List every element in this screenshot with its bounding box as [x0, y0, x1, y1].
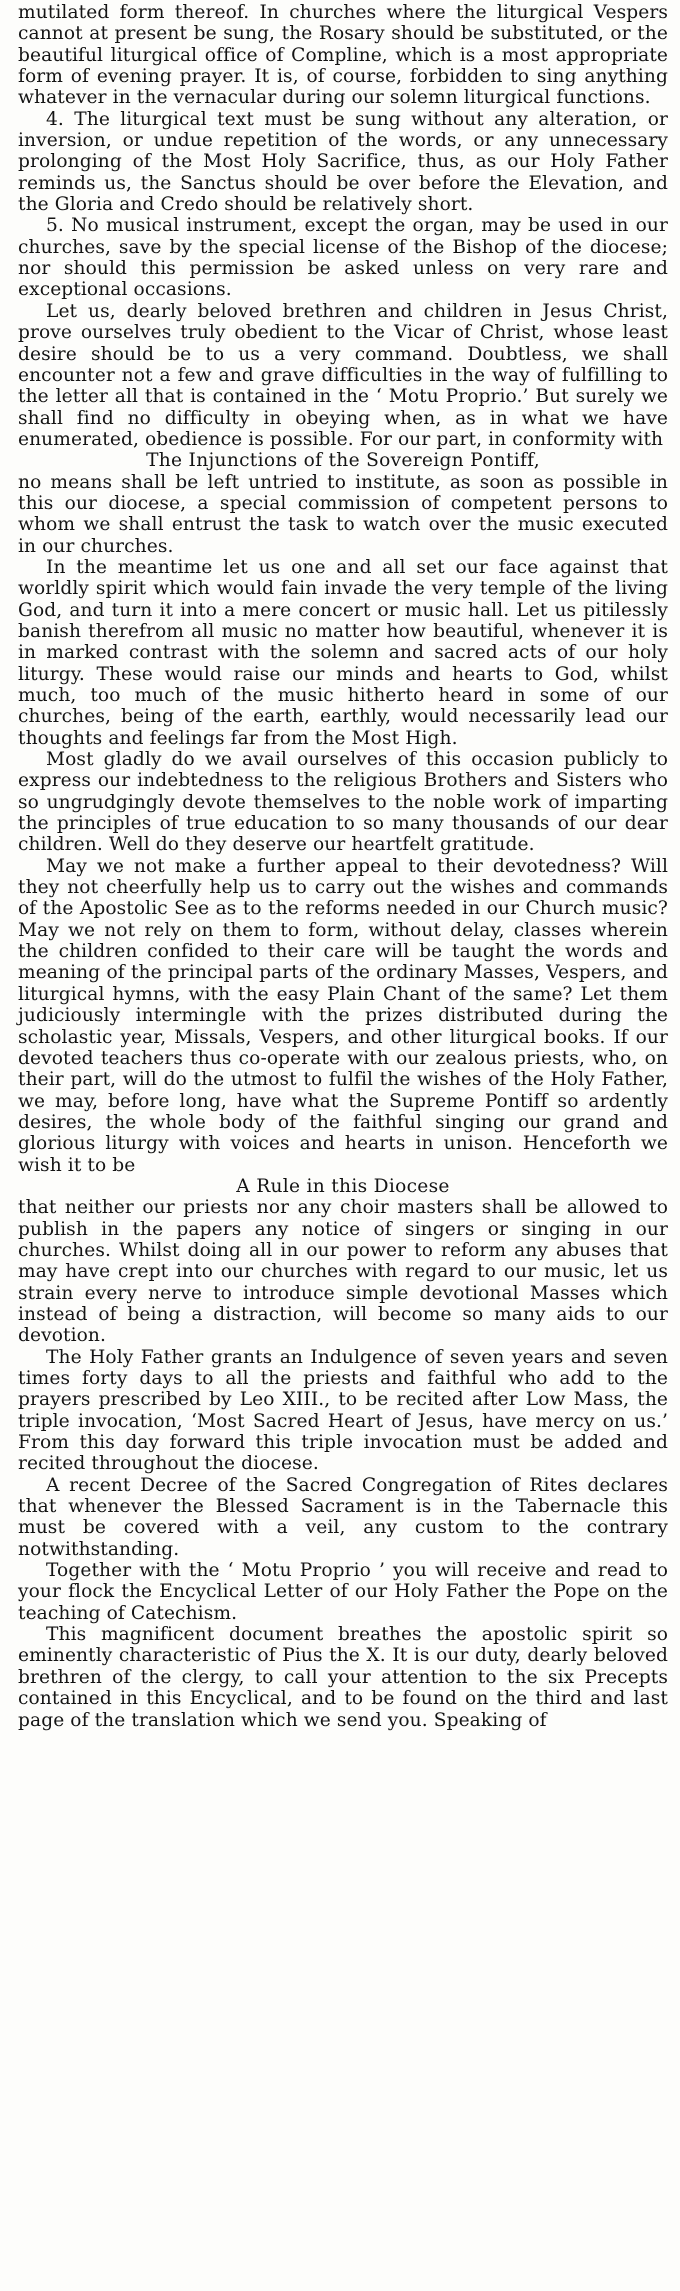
paragraph-religious-brothers-sisters: Most gladly do we avail ourselves of this occasion publicly to express our indebtedness to the religious Brothers and Sisters who so ungrudgingly devote themselves to the noble work of imparting the principles of true education to so many thousands of our dear children. Well do they deserve our heartfelt gratitude.: [18, 749, 668, 856]
paragraph-magnificent-document: This magnificent document breathes the apostolic spirit so eminently characteristic of Pius the X. It is our duty, dearly beloved brethren of the clergy, to call your attention to the six Precepts contained in this Encyclical, and to be found on the third and last page of the translation which we send you. Speaking of: [18, 1624, 668, 1731]
paragraph-indulgence: The Holy Father grants an Indulgence of seven years and seven times forty days to all the priests and faithful who add to the prayers prescribed by Leo XIII., to be recited after Low Mass, the triple invocation, ‘Most Sacred Heart of Jesus, have mercy on us.’ From this day forward this triple invocation must be added and recited throughout the diocese.: [18, 1346, 668, 1475]
paragraph-obedience-vicar-of-christ: Let us, dearly beloved brethren and children in Jesus Christ, prove ourselves truly obedient to the Vicar of Christ, whose least desire should be to us a very command. Doubtless, we shall encounter not a few and grave difficulties in the way of fulfilling to the letter all that is contained in the ‘ Motu Proprio.’ But surely we shall find no difficulty in obeying when, as in what we have enumerated, obedience is possible. For our part, in conformity with: [18, 300, 668, 450]
subheading-rule-in-diocese: A Rule in this Diocese: [236, 1175, 450, 1197]
paragraph-vespers-compline: mutilated form thereof. In churches where the liturgical Vespers cannot at present be sung, the Rosary should be substituted, or the beautiful liturgical office of Compline, which is a most appropriate form of evening prayer. It is, of course, forbidden to sing anything whatever in the vernacular during our solemn liturgical functions.: [18, 2, 668, 109]
paragraph-encyclical-letter: Together with the ‘ Motu Proprio ’ you will receive and read to your flock the Encyclical Letter of our Holy Father the Pope on the teaching of Catechism.: [18, 1560, 668, 1624]
paragraph-decree-tabernacle-veil: A recent Decree of the Sacred Congregation of Rites declares that whenever the Blessed Sacrament is in the Tabernacle this must be covered with a veil, any custom to the contrary notwithstanding.: [18, 1474, 668, 1560]
paragraph-rule-4-liturgical-text: 4. The liturgical text must be sung without any alteration, or inversion, or undue repetition of the words, or any unnecessary prolonging of the Most Holy Sacrifice, thus, as our Holy Father reminds us, the Sanctus should be over before the Elevation, and the Gloria and Credo should be relatively short.: [18, 108, 668, 216]
paragraph-appeal-to-devotedness: May we not make a further appeal to their devotedness? Will they not cheerfully help us to carry out the wishes and commands of the Apostolic See as to the reforms needed in our Church music? May we not rely on them to form, without delay, classes wherein the children confided to their care will be taught the words and meaning of the principal parts of the ordinary Masses, Vespers, and liturgical hymns, with the easy Plain Chant of the same? Let them judiciously intermingle with the prizes distributed during the scholastic year, Missals, Vespers, and other liturgical books. If our devoted teachers thus co-operate with our zealous priests, who, on their part, will do the utmost to fulfil the wishes of the Holy Father, we may, before long, have what the Supreme Pontiff so ardently desires, the whole body of the faithful singing our grand and glorious liturgy with voices and hearts in unison. Henceforth we wish it to be: [18, 855, 668, 1176]
subheading-injunctions: The Injunctions of the Sovereign Pontiff,: [146, 450, 540, 472]
paragraph-rule-5-musical-instrument: 5. No musical instrument, except the organ, may be used in our churches, save by the special license of the Bishop of the diocese; nor should this permission be asked unless on very rare and exceptional occasions.: [18, 215, 668, 301]
paragraph-worldly-spirit: In the meantime let us one and all set our face against that worldly spirit which would fain invade the very temple of the living God, and turn it into a mere concert or music hall. Let us pitilessly banish therefrom all music no matter how beautiful, whenever it is in marked contrast with the solemn and sacred acts of our holy liturgy. These would raise our minds and hearts to God, whilst much, too much of the music hitherto heard in some of our churches, being of the earth, earthly, would necessarily lead our thoughts and feelings far from the Most High.: [18, 556, 668, 749]
paragraph-special-commission: no means shall be left untried to institute, as soon as possible in this our diocese, a special commission of competent persons to whom we shall entrust the task to watch over the music executed in our churches.: [18, 471, 668, 557]
paragraph-no-publishing-notices: that neither our priests nor any choir masters shall be allowed to publish in the papers any notice of singers or singing in our churches. Whilst doing all in our power to reform any abuses that may have crept into our churches with regard to our music, let us strain every nerve to introduce simple devotional Masses which instead of being a distraction, will become so many aids to our devotion.: [18, 1197, 668, 1347]
